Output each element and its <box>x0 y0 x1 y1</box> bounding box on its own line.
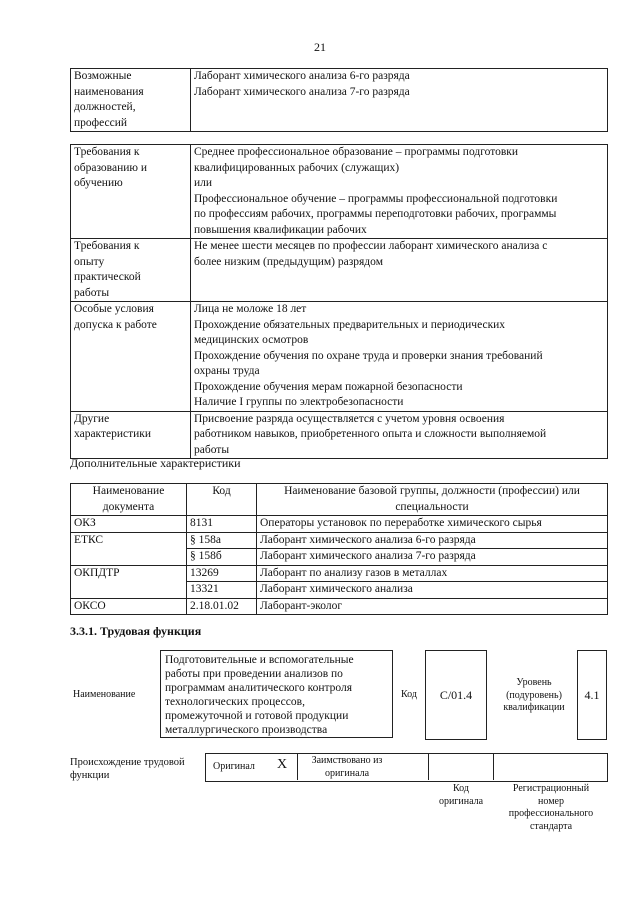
section-title: 3.3.1. Трудовая функция <box>70 624 202 638</box>
doc-cell: ОКЗ <box>71 516 187 533</box>
possible-positions-table <box>70 68 608 132</box>
label-line: практической <box>74 271 141 283</box>
header-line: документа <box>102 500 155 513</box>
value-line: охраны труда <box>194 365 260 377</box>
code-cell: 2.18.01.02 <box>187 598 257 615</box>
label-line: Требования к <box>74 240 140 252</box>
label-line: Возможные <box>74 70 132 82</box>
value-line: по профессиям рабочих, программы переподготовки рабочих, программы <box>194 208 557 220</box>
label-line: обучению <box>74 177 123 189</box>
name-cell: Лаборант по анализу газов в металлах <box>257 565 608 582</box>
label-line: профессий <box>74 116 128 129</box>
function-name-line: программам аналитического контроля <box>165 682 353 694</box>
label-line: Требования к <box>74 146 140 158</box>
name-cell: Лаборант химического анализа <box>257 582 608 599</box>
function-name-line: промежуточной и готовой продукции <box>165 710 349 722</box>
table-row <box>71 516 608 533</box>
value-line: Лаборант химического анализа 6-го разряда <box>194 70 410 82</box>
table-row <box>71 532 608 549</box>
additional-title: Дополнительные характеристики <box>70 456 241 470</box>
requirements-table <box>70 144 608 459</box>
code-cell: 13321 <box>187 582 257 599</box>
function-name-line: технологических процессов, <box>165 696 305 708</box>
borrowed-line: оригинала <box>324 767 370 779</box>
education-row <box>71 145 608 239</box>
value-line: квалифицированных рабочих (служащих) <box>194 161 400 174</box>
value-line: Наличие I группы по электробезопасности <box>194 396 404 408</box>
registration-line: номер <box>538 795 564 807</box>
borrowed-line: Заимствовано из <box>311 755 383 766</box>
value-line: Среднее профессиональное образование – программы подготовки <box>194 146 519 158</box>
value-line: Присвоение разряда осуществляется с учетом уровня освоения <box>194 412 505 425</box>
original-code-line: оригинала <box>438 795 484 807</box>
level-label-line: квалификации <box>503 702 565 713</box>
function-code-box: C/01.4 <box>425 650 487 740</box>
header-line: Наименование <box>92 485 165 497</box>
label-line: работы <box>74 286 110 299</box>
function-name-box <box>160 650 393 738</box>
possible-positions-label <box>71 69 191 132</box>
doc-cell: ОКПДТР <box>71 565 187 598</box>
origin-label <box>70 757 185 782</box>
registration-line: стандарта <box>529 820 573 832</box>
level-label-line: (подуровень) <box>506 689 562 701</box>
value-line: более низким (предыдущим) разрядом <box>194 255 383 268</box>
experience-label <box>71 239 191 302</box>
name-header <box>257 484 608 516</box>
code-cell: § 158а <box>187 532 257 549</box>
additional-header-row <box>71 484 608 516</box>
value-line: Не менее шести месяцев по профессии лаборант химического анализа с <box>194 240 548 252</box>
function-name-line: работы при проведении анализов по <box>165 668 343 680</box>
code-cell: § 158б <box>187 549 257 566</box>
name-cell: Операторы установок по переработке химического сырья <box>257 516 608 533</box>
other-row <box>71 411 608 459</box>
value-line: медицинских осмотров <box>194 334 309 346</box>
possible-positions-value <box>191 69 608 132</box>
table-row <box>71 565 608 582</box>
registration-line: профессионального <box>508 808 594 819</box>
value-line: Прохождение обучения мерам пожарной безопасности <box>194 380 463 393</box>
registration-line: Регистрационный <box>512 783 590 794</box>
value-line: повышения квалификации рабочих <box>194 223 367 236</box>
original-mark: X <box>277 757 288 772</box>
doc-cell: ОКСО <box>71 598 187 615</box>
origin-divider <box>297 753 298 780</box>
education-label <box>71 145 191 239</box>
value-line: Прохождение обязательных предварительных и периодических <box>194 318 506 331</box>
origin-label-line: Происхождение трудовой <box>70 757 185 768</box>
table-row <box>71 598 608 615</box>
value-line: Лаборант химического анализа 7-го разряда <box>194 85 410 98</box>
code-cell: 8131 <box>187 516 257 533</box>
value-line: работы <box>194 443 230 456</box>
label-line: допуска к работе <box>74 318 157 331</box>
label-line: Особые условия <box>74 303 154 315</box>
origin-divider <box>428 753 429 780</box>
label-line: должностей, <box>74 101 136 113</box>
admission-value <box>191 302 608 412</box>
experience-row <box>71 239 608 302</box>
label-line: наименования <box>74 85 144 98</box>
label-line: характеристики <box>74 428 152 440</box>
registration-number-label <box>496 783 606 833</box>
level-label-line: Уровень <box>516 677 552 688</box>
function-name-line: металлургического производства <box>165 724 328 736</box>
qualification-level-label <box>493 677 575 715</box>
other-value <box>191 411 608 459</box>
education-value <box>191 145 608 239</box>
origin-divider <box>493 753 494 780</box>
code-cell: 13269 <box>187 565 257 582</box>
admission-row <box>71 302 608 412</box>
original-label: Оригинал <box>213 761 255 772</box>
value-line: работником навыков, приобретенного опыта и сложности выполняемой <box>194 428 547 440</box>
original-code-line: Код <box>453 783 469 794</box>
header-line: Наименование базовой группы, должности (профессии) или <box>284 485 580 497</box>
doc-cell: ЕТКС <box>71 532 187 565</box>
qualification-level-box: 4.1 <box>577 650 607 740</box>
code-label: Код <box>401 689 417 700</box>
value-line: Профессиональное обучение – программы профессиональной подготовки <box>194 192 558 205</box>
origin-label-line: функции <box>70 769 110 781</box>
label-line: образованию и <box>74 161 147 174</box>
name-cell: Лаборант химического анализа 6-го разряда <box>257 532 608 549</box>
admission-label <box>71 302 191 412</box>
origin-box <box>205 753 608 782</box>
possible-positions-row <box>71 69 608 132</box>
value-line: Прохождение обучения по охране труда и проверки знания требований <box>194 349 543 362</box>
page-number: 21 <box>314 40 326 54</box>
code-header: Код <box>187 484 257 516</box>
name-cell: Лаборант химического анализа 7-го разряда <box>257 549 608 566</box>
borrowed-label <box>302 755 392 780</box>
name-cell: Лаборант-эколог <box>257 598 608 615</box>
value-line: Лица не моложе 18 лет <box>194 303 307 315</box>
function-name-line: Подготовительные и вспомогательные <box>165 654 354 666</box>
label-line: Другие <box>74 412 110 425</box>
value-line: или <box>194 177 213 189</box>
other-label <box>71 411 191 459</box>
label-line: опыту <box>74 255 105 268</box>
original-code-label <box>428 783 494 808</box>
naming-label: Наименование <box>73 689 136 700</box>
experience-value <box>191 239 608 302</box>
doc-header <box>71 484 187 516</box>
header-line: специальности <box>395 500 469 513</box>
additional-table <box>70 483 608 615</box>
